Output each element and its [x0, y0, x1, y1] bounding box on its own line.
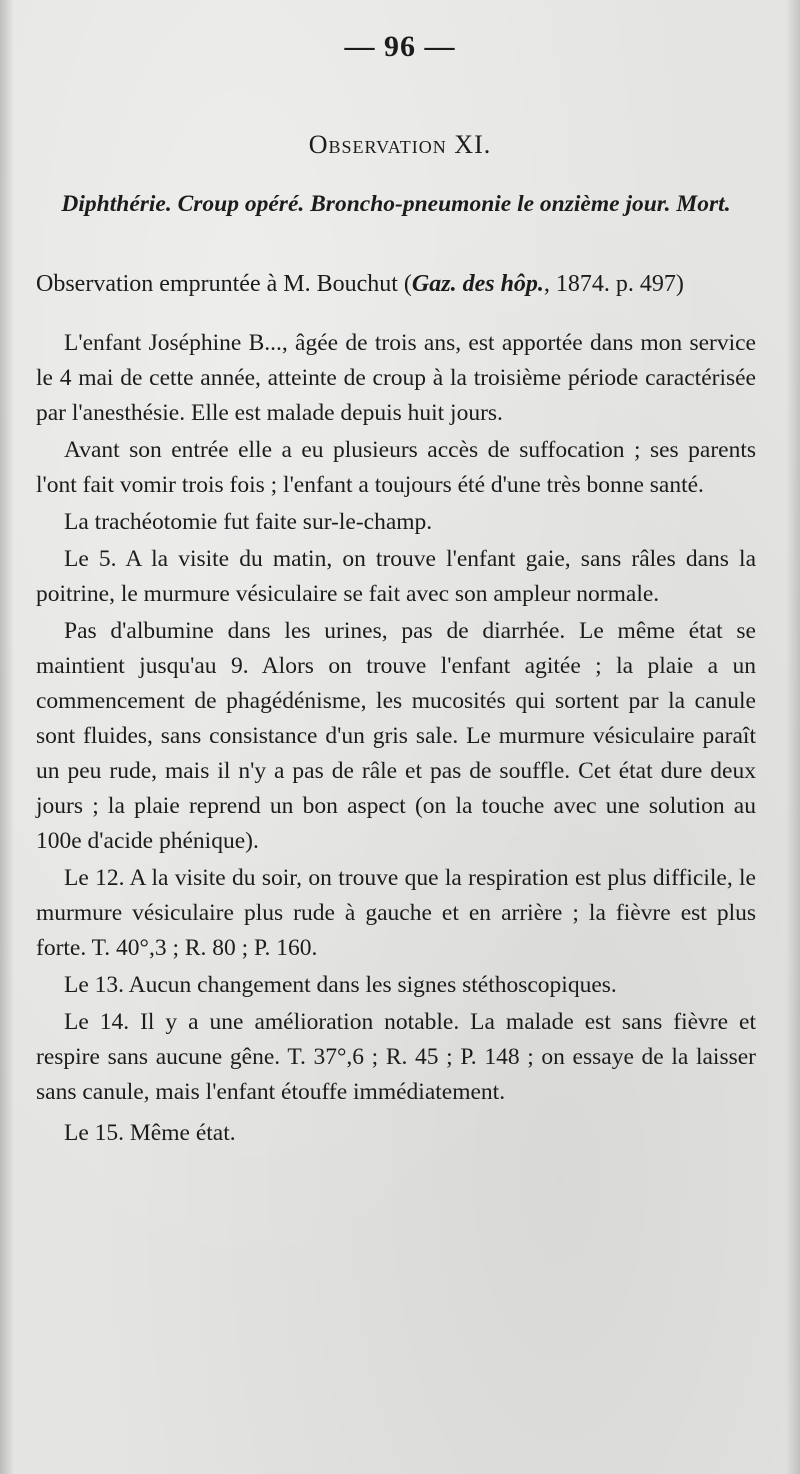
paragraph-day-9: Pas d'albumine dans les urines, pas de diarrhée. Le même état se maintient jusqu'au 9. Alors on trouve l'enfant agitée ; la plaie a un commencement de phagédénisme, les mucosités qui sortent par la canule sont fluides, sans consistance d'un gris sale. Le murmure vésiculaire paraît un peu rude, mais il n'y a pas de râle et pas de souffle. Cet état dure deux jours ; la plaie reprend un bon aspect (on la touche avec une solution au 100e d'acide phénique). [36, 618, 756, 854]
paragraph-day-15: Le 15. Même état. [64, 1120, 236, 1146]
page-edge-shadow-left [0, 0, 14, 1474]
paragraph-day-14: Le 14. Il y a une amélioration notable. La malade est sans fièvre et respire sans aucune gêne. T. 37°,6 ; R. 45 ; P. 148 ; on essaye de la laisser sans canule, mais l'enfant étouffe immédiatement. [36, 1009, 756, 1105]
observation-subtitle: Diphthérie. Croup opéré. Broncho-pneumonie le onzième jour. Mort. [61, 191, 731, 217]
paragraph-day-13: Le 13. Aucun changement dans les signes stéthoscopiques. [64, 972, 617, 998]
paragraph-day-12: Le 12. A la visite du soir, on trouve que la respiration est plus difficile, le murmure vésiculaire plus rude à gauche et en arrière ; la fièvre est plus forte. T. 40°,3 ; R. 80 ; P. 160. [36, 865, 756, 961]
paragraph-history: Avant son entrée elle a eu plusieurs accès de suffocation ; ses parents l'ont fait vomir trois fois ; l'enfant a toujours été d'une très bonne santé. [36, 437, 756, 498]
source-before: Observation empruntée à M. Bouchut ( [36, 271, 412, 297]
source-journal: Gaz. des hôp. [411, 271, 544, 297]
source-after: , 1874. p. 497) [543, 271, 684, 297]
page-number: — 96 — [344, 30, 456, 63]
observation-title-prefix: Observation [308, 130, 447, 159]
observation-source [36, 266, 756, 302]
page-edge-shadow-right [786, 0, 800, 1474]
observation-title [0, 130, 800, 160]
paragraph-tracheotomy: La trachéotomie fut faite sur-le-champ. [64, 509, 433, 535]
observation-body [36, 326, 756, 1153]
paragraph-day-5: Le 5. A la visite du matin, on trouve l'enfant gaie, sans râles dans la poitrine, le murmure vésiculaire se fait avec son ampleur normale. [36, 546, 756, 607]
observation-title-numeral: XI. [454, 130, 492, 159]
paragraph-admission: L'enfant Joséphine B..., âgée de trois ans, est apportée dans mon service le 4 mai de cette année, atteinte de croup à la troisième période caractérisée par l'anesthésie. Elle est malade depuis huit jours. [36, 330, 756, 426]
